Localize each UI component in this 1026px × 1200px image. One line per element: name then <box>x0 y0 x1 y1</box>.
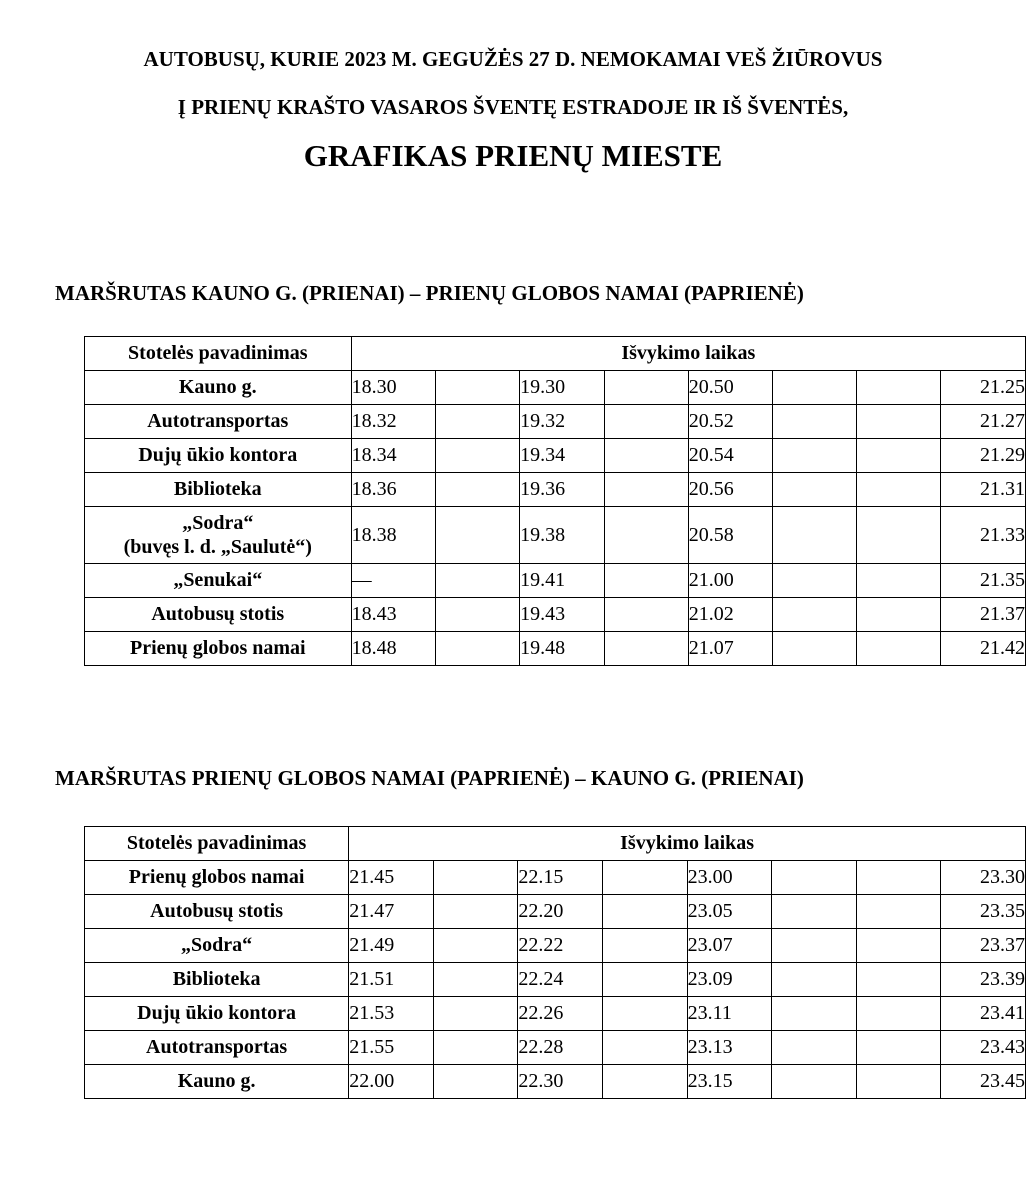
departure-time: 23.37 <box>941 929 1026 963</box>
departure-time: 18.32 <box>351 405 436 439</box>
departure-time: 23.09 <box>687 963 772 997</box>
table-row <box>85 598 1026 632</box>
departure-time: 19.36 <box>520 473 605 507</box>
departure-time: 18.43 <box>351 598 436 632</box>
departure-time: 21.49 <box>349 929 434 963</box>
departure-time: 23.45 <box>941 1065 1026 1099</box>
departure-time: 21.53 <box>349 997 434 1031</box>
departure-time: 23.13 <box>687 1031 772 1065</box>
table-row <box>85 929 1026 963</box>
departure-time: 21.00 <box>688 564 773 598</box>
stop-name: Prienų globos namai <box>85 632 352 666</box>
departure-time: 19.43 <box>520 598 605 632</box>
departure-time: 19.30 <box>520 371 605 405</box>
stop-name: Autotransportas <box>85 405 352 439</box>
departure-time: 21.45 <box>349 861 434 895</box>
departure-time: 21.02 <box>688 598 773 632</box>
table-row <box>85 632 1026 666</box>
departure-time: 19.41 <box>520 564 605 598</box>
departure-time: 23.30 <box>941 861 1026 895</box>
route-2-title: MARŠRUTAS PRIENŲ GLOBOS NAMAI (PAPRIENĖ) – KAUNO G. (PRIENAI) <box>55 766 804 790</box>
stop-name <box>85 507 352 564</box>
table-header-row <box>85 827 1026 861</box>
departure-time: 22.15 <box>518 861 603 895</box>
departure-time: 23.00 <box>687 861 772 895</box>
table-row <box>85 1031 1026 1065</box>
stop-name: Biblioteka <box>85 963 349 997</box>
route-2-timetable <box>84 826 1026 1099</box>
route-1-timetable <box>84 336 1026 666</box>
departure-time: 21.07 <box>688 632 773 666</box>
page-title: GRAFIKAS PRIENŲ MIESTE <box>303 138 723 173</box>
stop-name: Kauno g. <box>85 1065 349 1099</box>
departure-time: 19.38 <box>520 507 605 564</box>
table-row <box>85 861 1026 895</box>
departure-time: 23.35 <box>941 895 1026 929</box>
stop-name: „Sodra“ <box>85 929 349 963</box>
table-row <box>85 997 1026 1031</box>
stop-name: Kauno g. <box>85 371 352 405</box>
departure-time: 23.43 <box>941 1031 1026 1065</box>
table-row <box>85 564 1026 598</box>
departure-time: 22.22 <box>518 929 603 963</box>
departure-time: 22.30 <box>518 1065 603 1099</box>
stop-name: Prienų globos namai <box>85 861 349 895</box>
column-header-departure: Išvykimo laikas <box>349 827 1026 861</box>
departure-time: 20.56 <box>688 473 773 507</box>
table-row <box>85 507 1026 564</box>
departure-time: 21.25 <box>941 371 1026 405</box>
departure-time: 18.30 <box>351 371 436 405</box>
departure-time: 21.29 <box>941 439 1026 473</box>
table-row <box>85 1065 1026 1099</box>
departure-time: 23.07 <box>687 929 772 963</box>
stop-name-subline: (buvęs l. d. „Saulutė“) <box>123 536 312 558</box>
departure-time: 22.20 <box>518 895 603 929</box>
stop-name: „Senukai“ <box>85 564 352 598</box>
departure-time: 19.32 <box>520 405 605 439</box>
table-header-row <box>85 337 1026 371</box>
column-header-stop: Stotelės pavadinimas <box>85 827 349 861</box>
departure-time: 21.33 <box>941 507 1026 564</box>
table-row <box>85 405 1026 439</box>
departure-time: 22.00 <box>349 1065 434 1099</box>
departure-time: 21.35 <box>941 564 1026 598</box>
departure-time: 21.37 <box>941 598 1026 632</box>
departure-time: — <box>351 564 436 598</box>
departure-time: 21.27 <box>941 405 1026 439</box>
table-row <box>85 439 1026 473</box>
departure-time: 23.15 <box>687 1065 772 1099</box>
departure-time: 23.41 <box>941 997 1026 1031</box>
route-1-title: MARŠRUTAS KAUNO G. (PRIENAI) – PRIENŲ GLOBOS NAMAI (PAPRIENĖ) <box>55 281 804 305</box>
departure-time: 18.36 <box>351 473 436 507</box>
table-row <box>85 473 1026 507</box>
departure-time: 21.31 <box>941 473 1026 507</box>
stop-name: Autobusų stotis <box>85 598 352 632</box>
departure-time: 22.28 <box>518 1031 603 1065</box>
stop-name: Dujų ūkio kontora <box>85 997 349 1031</box>
departure-time: 21.47 <box>349 895 434 929</box>
stop-name: Autobusų stotis <box>85 895 349 929</box>
departure-time: 21.55 <box>349 1031 434 1065</box>
departure-time: 23.39 <box>941 963 1026 997</box>
departure-time: 19.48 <box>520 632 605 666</box>
stop-name-line: „Sodra“ <box>182 512 254 534</box>
departure-time: 19.34 <box>520 439 605 473</box>
table-row <box>85 895 1026 929</box>
departure-time: 18.34 <box>351 439 436 473</box>
departure-time: 22.26 <box>518 997 603 1031</box>
table-row <box>85 963 1026 997</box>
stop-name: Autotransportas <box>85 1031 349 1065</box>
stop-name: Dujų ūkio kontora <box>85 439 352 473</box>
heading-line-1: AUTOBUSŲ, KURIE 2023 M. GEGUŽĖS 27 D. NEMOKAMAI VEŠ ŽIŪROVUS <box>143 47 883 71</box>
column-header-departure: Išvykimo laikas <box>351 337 1025 371</box>
departure-time: 23.05 <box>687 895 772 929</box>
table-row <box>85 371 1026 405</box>
stop-name: Biblioteka <box>85 473 352 507</box>
column-header-stop: Stotelės pavadinimas <box>85 337 352 371</box>
departure-time: 18.38 <box>351 507 436 564</box>
departure-time: 18.48 <box>351 632 436 666</box>
departure-time: 20.50 <box>688 371 773 405</box>
heading-line-2: Į PRIENŲ KRAŠTO VASAROS ŠVENTĘ ESTRADOJE IR IŠ ŠVENTĖS, <box>177 95 849 119</box>
departure-time: 21.42 <box>941 632 1026 666</box>
departure-time: 21.51 <box>349 963 434 997</box>
departure-time: 20.54 <box>688 439 773 473</box>
departure-time: 20.58 <box>688 507 773 564</box>
departure-time: 22.24 <box>518 963 603 997</box>
departure-time: 23.11 <box>687 997 772 1031</box>
departure-time: 20.52 <box>688 405 773 439</box>
